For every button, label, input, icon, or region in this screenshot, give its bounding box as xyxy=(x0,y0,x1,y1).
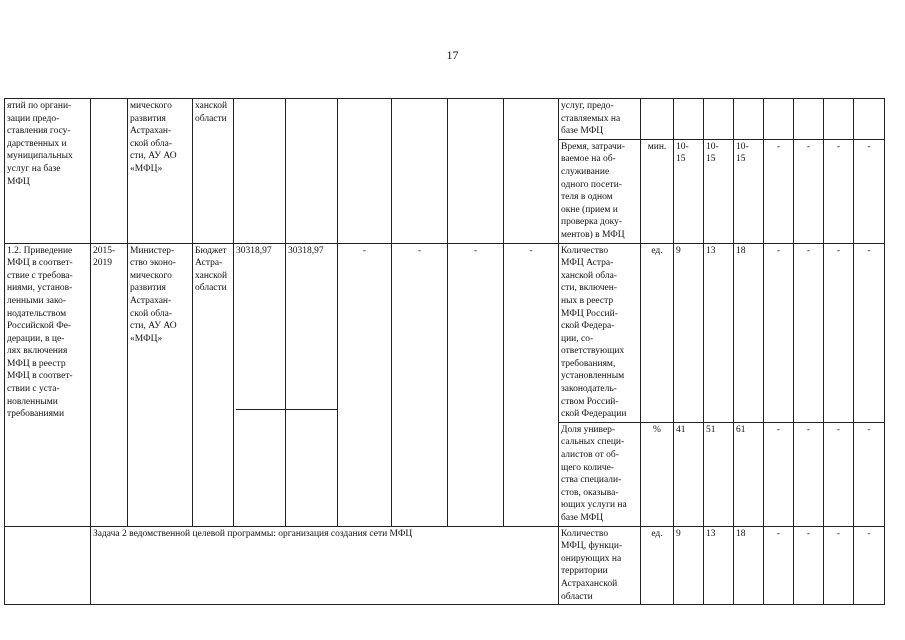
year2-cell xyxy=(338,99,392,244)
indicator-value: 18 xyxy=(734,526,764,605)
indicator-value: 9 xyxy=(674,526,704,605)
table-row xyxy=(5,243,885,422)
indicator-value: - xyxy=(824,526,854,605)
indicator-value: - xyxy=(794,243,824,422)
indicator-value: 13 xyxy=(704,526,734,605)
indicator-value: 10- 15 xyxy=(704,139,734,243)
indicator-name: Время, затрачи- ваемое на об- служивание одного посети- теля в одном окне (прием и проверка доку- ментов) в МФЦ xyxy=(559,139,641,243)
measure-cell: 1.2. Приведение МФЦ в соответ- ствие с требова- ниями, установ- ленными зако- нодательством Российской Фе- дерации, в це- лях включения МФЦ в реестр МФЦ в соответ- ствии с уста- новленными требованиями xyxy=(5,243,91,526)
year3-cell: - xyxy=(392,243,448,526)
indicator-name: Доля универ- сальных специ- алистов от об- щего количе- ства специали- стов, оказыва- ющих услуги на базе МФЦ xyxy=(559,422,641,526)
indicator-value xyxy=(824,99,854,140)
indicator-unit: % xyxy=(641,422,674,526)
indicator-value: - xyxy=(794,422,824,526)
indicator-value: 41 xyxy=(674,422,704,526)
indicator-value: - xyxy=(854,139,885,243)
indicator-value xyxy=(734,99,764,140)
indicator-value: - xyxy=(764,422,794,526)
year4-cell: - xyxy=(448,243,504,526)
indicator-value xyxy=(674,99,704,140)
executor-cell: Министер- ство эконо- мического развития Астрахан- ской обла- сти, АУ АО «МФЦ» xyxy=(128,243,193,526)
period-cell: 2015- 2019 xyxy=(91,243,128,526)
task-heading: Задача 2 ведомственной целевой программы: организация создания сети МФЦ xyxy=(91,526,559,605)
indicator-name: услуг, предо- ставляемых на базе МФЦ xyxy=(559,99,641,140)
table-row xyxy=(5,99,885,140)
indicator-unit: ед. xyxy=(641,243,674,422)
period-cell xyxy=(91,99,128,244)
indicator-value: - xyxy=(764,139,794,243)
indicator-unit: ед. xyxy=(641,526,674,605)
measure-cell: ятий по органи- зации предо- ставления госу- дарственных и муниципальных услуг на базе МФЦ xyxy=(5,99,91,244)
indicator-value: - xyxy=(854,422,885,526)
indicator-value: - xyxy=(824,243,854,422)
indicator-value xyxy=(794,99,824,140)
indicator-value: 51 xyxy=(704,422,734,526)
empty-cell xyxy=(5,526,91,605)
year5-cell xyxy=(504,99,559,244)
table-rule xyxy=(236,409,337,410)
indicator-unit: мин. xyxy=(641,139,674,243)
page-number: 17 xyxy=(446,48,459,62)
indicator-value xyxy=(854,99,885,140)
indicator-value xyxy=(704,99,734,140)
indicator-value: - xyxy=(854,243,885,422)
year3-cell xyxy=(392,99,448,244)
indicator-name: Количество МФЦ Астра- ханской обла- сти, включен- ных в реестр МФЦ Россий- ской Федера- ции, со- ответствующих требованиям, установленным законодатель- ством Россий- ской Федерации xyxy=(559,243,641,422)
year5-cell: - xyxy=(504,243,559,526)
indicator-value: - xyxy=(794,139,824,243)
indicator-value: - xyxy=(854,526,885,605)
year2-cell: - xyxy=(338,243,392,526)
year4-cell xyxy=(448,99,504,244)
indicator-value: 61 xyxy=(734,422,764,526)
total-cell xyxy=(234,99,286,244)
executor-cell: мического развития Астрахан- ской обла- сти, АУ АО «МФЦ» xyxy=(128,99,193,244)
indicator-value xyxy=(764,99,794,140)
indicator-value: - xyxy=(824,422,854,526)
indicator-value: - xyxy=(794,526,824,605)
total-cell: 30318,97 xyxy=(234,243,286,526)
year1-cell: 30318,97 xyxy=(286,243,338,526)
indicator-value: - xyxy=(764,526,794,605)
source-cell: ханской области xyxy=(193,99,234,244)
indicator-value: 13 xyxy=(704,243,734,422)
indicator-value: - xyxy=(824,139,854,243)
source-cell: Бюджет Астра- ханской области xyxy=(193,243,234,526)
table-row xyxy=(5,526,885,605)
indicator-value: 18 xyxy=(734,243,764,422)
indicator-value: 10- 15 xyxy=(734,139,764,243)
indicator-value: 10- 15 xyxy=(674,139,704,243)
indicator-value: 9 xyxy=(674,243,704,422)
year1-cell xyxy=(286,99,338,244)
indicator-name: Количество МФЦ, функци- онирующих на территории Астраханской области xyxy=(559,526,641,605)
indicator-value: - xyxy=(764,243,794,422)
indicator-unit xyxy=(641,99,674,140)
program-table xyxy=(4,98,885,605)
